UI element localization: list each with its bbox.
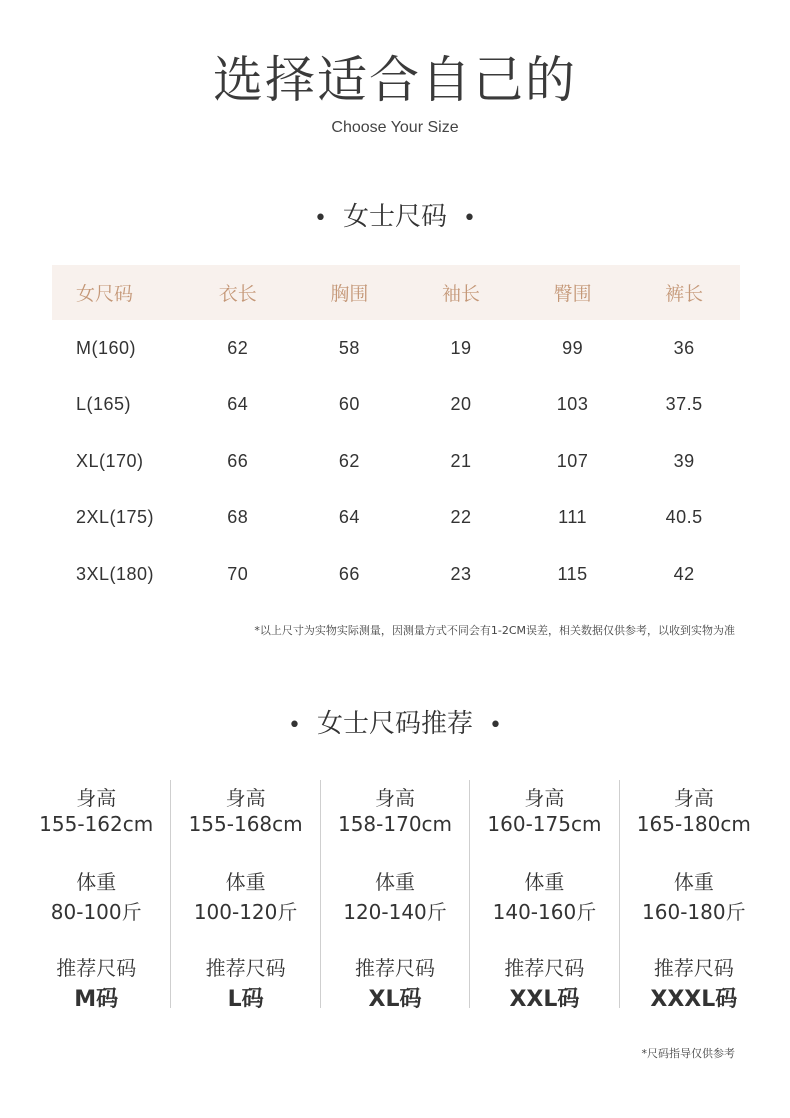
page-title: 选择适合自己的: [213, 51, 577, 109]
table-cell: 60: [338, 394, 360, 415]
table-cell: XL(170): [76, 450, 144, 471]
table-row: [52, 320, 740, 377]
table-row: [52, 377, 740, 434]
table-cell: 99: [562, 337, 584, 358]
size-chart-heading: [0, 199, 790, 237]
height-label: 身高: [225, 786, 266, 810]
recommended-size-label: 推荐尺码: [653, 956, 734, 980]
table-cell: M(160): [76, 337, 137, 358]
table-cell: 37.5: [665, 394, 703, 415]
table-cell: 23: [450, 563, 472, 584]
col-header-pants-length: 裤长: [628, 265, 740, 320]
recommended-size-value: XXL码: [509, 987, 580, 1012]
height-label: 身高: [524, 786, 565, 810]
table-cell: 40.5: [665, 507, 703, 528]
recommended-size-value: XXXL码: [650, 987, 738, 1012]
height-label: 身高: [76, 786, 117, 810]
table-cell: 64: [227, 394, 249, 415]
table-cell: 66: [338, 563, 360, 584]
height-label: 身高: [673, 786, 714, 810]
table-cell: 39: [673, 450, 695, 471]
recommend-heading: [0, 706, 790, 744]
weight-label: 体重: [375, 870, 416, 894]
weight-label: 体重: [524, 870, 565, 894]
weight-value: 140-160斤: [492, 900, 597, 924]
table-cell: 111: [558, 507, 588, 528]
size-chart-title: 女士尺码: [342, 202, 447, 232]
height-value: 160-175cm: [487, 812, 602, 836]
bullet-dot-icon: •: [314, 206, 327, 231]
table-cell: 3XL(180): [76, 563, 155, 584]
recommend-column: [22, 780, 170, 1012]
recommended-size-value: XL码: [368, 987, 422, 1012]
weight-value: 120-140斤: [343, 900, 447, 924]
table-cell: 2XL(175): [76, 507, 155, 528]
table-cell: 21: [450, 450, 472, 471]
col-header-chest: 胸围: [294, 265, 406, 320]
weight-value: 100-120斤: [193, 900, 298, 924]
recommended-size-label: 推荐尺码: [205, 956, 286, 980]
weight-label: 体重: [76, 870, 117, 894]
weight-label: 体重: [225, 870, 266, 894]
height-value: 165-180cm: [636, 812, 751, 836]
table-cell: 115: [557, 563, 588, 584]
table-cell: 66: [227, 450, 249, 471]
table-row: [52, 490, 740, 547]
table-row: [52, 433, 740, 490]
page-subtitle: Choose Your Size: [331, 119, 459, 136]
table-cell: 42: [673, 563, 695, 584]
recommended-size-label: 推荐尺码: [504, 956, 585, 980]
recommended-size-value: M码: [74, 987, 119, 1012]
table-cell: 20: [450, 394, 472, 415]
recommend-grid: [22, 780, 768, 1012]
recommend-title: 女士尺码推荐: [316, 709, 473, 739]
col-header-hip: 臀围: [517, 265, 629, 320]
size-table: [52, 265, 740, 603]
col-header-sleeve: 袖长: [405, 265, 517, 320]
table-row: [52, 546, 740, 603]
bullet-dot-icon: •: [489, 713, 502, 738]
recommended-size-label: 推荐尺码: [56, 956, 137, 980]
bullet-dot-icon: •: [288, 713, 301, 738]
recommend-column: [469, 780, 618, 1012]
table-cell: 22: [450, 507, 472, 528]
table-cell: 103: [556, 394, 589, 415]
recommend-column: [619, 780, 768, 1012]
table-cell: 58: [338, 337, 360, 358]
height-value: 158-170cm: [337, 812, 453, 836]
recommend-column: [320, 780, 469, 1012]
col-header-size: 女尺码: [52, 265, 182, 320]
table-header-row: [52, 265, 740, 320]
recommended-size-value: L码: [227, 987, 264, 1012]
height-value: 155-168cm: [188, 812, 303, 836]
weight-label: 体重: [673, 870, 714, 894]
recommend-column: [170, 780, 319, 1012]
height-value: 155-162cm: [39, 812, 154, 836]
bullet-dot-icon: •: [463, 206, 476, 231]
weight-value: 160-180斤: [642, 900, 746, 924]
table-cell: 62: [227, 337, 249, 358]
recommended-size-label: 推荐尺码: [355, 956, 436, 980]
height-label: 身高: [375, 786, 416, 810]
table-cell: 68: [227, 507, 249, 528]
col-header-length: 衣长: [182, 265, 294, 320]
table-cell: L(165): [76, 394, 132, 415]
table-cell: 70: [227, 563, 249, 584]
weight-value: 80-100斤: [50, 900, 142, 924]
size-guide-note: *尺码指导仅供参考: [641, 1047, 735, 1060]
table-cell: 19: [450, 337, 472, 358]
measurement-note: *以上尺寸为实物实际测量，因测量方式不同会有1-2CM误差，相关数据仅供参考，以收到实物为准: [254, 624, 735, 637]
table-cell: 36: [673, 337, 695, 358]
table-cell: 62: [338, 450, 360, 471]
table-cell: 64: [338, 507, 360, 528]
table-cell: 107: [556, 450, 589, 471]
